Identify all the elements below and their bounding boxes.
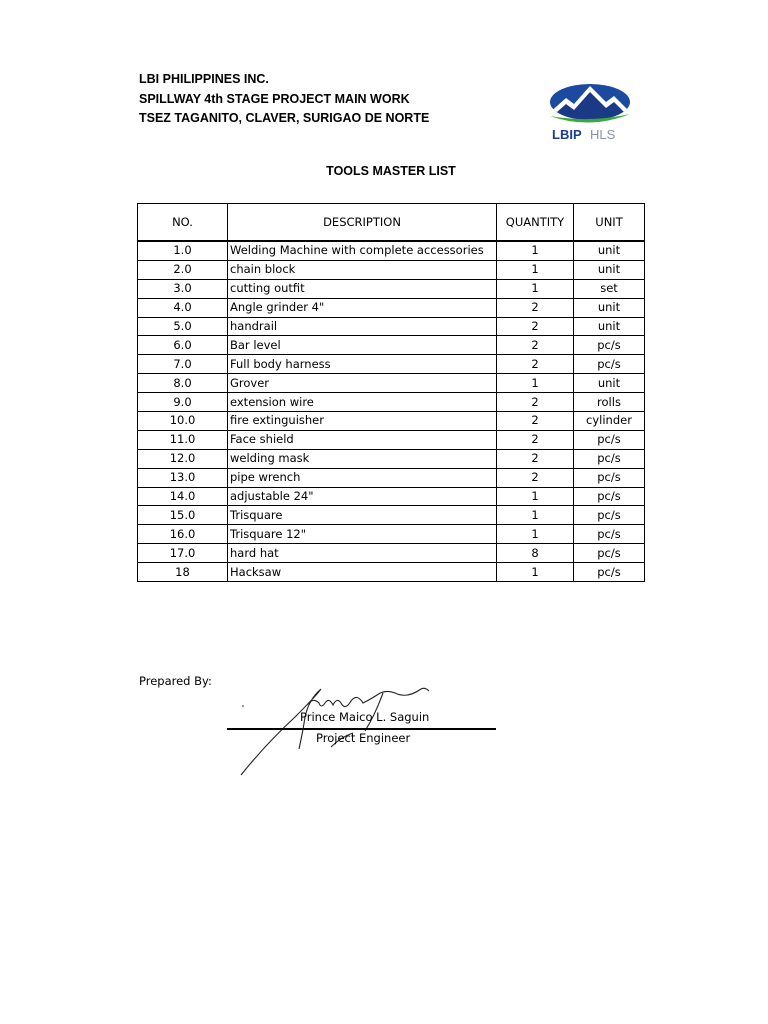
cell-description: welding mask [228, 449, 497, 468]
cell-unit: unit [574, 317, 645, 336]
table-row [138, 279, 645, 298]
cell-no: 10.0 [138, 412, 228, 431]
table-row [138, 241, 645, 260]
column-header-quantity: QUANTITY [497, 204, 574, 242]
cell-description: Face shield [228, 430, 497, 449]
cell-quantity: 1 [497, 279, 574, 298]
cell-no: 5.0 [138, 317, 228, 336]
cell-description: extension wire [228, 393, 497, 412]
cell-description: fire extinguisher [228, 412, 497, 431]
cell-unit: unit [574, 260, 645, 279]
cell-description: chain block [228, 260, 497, 279]
cell-no: 11.0 [138, 430, 228, 449]
table-row [138, 544, 645, 563]
cell-unit: pc/s [574, 336, 645, 355]
cell-description: Trisquare [228, 506, 497, 525]
cell-quantity: 2 [497, 468, 574, 487]
column-header-no: NO. [138, 204, 228, 242]
project-location: TSEZ TAGANITO, CLAVER, SURIGAO DE NORTE [139, 111, 430, 125]
column-header-unit: UNIT [574, 204, 645, 242]
table-row [138, 336, 645, 355]
cell-no: 14.0 [138, 487, 228, 506]
document-title: TOOLS MASTER LIST [326, 164, 456, 178]
cell-no: 16.0 [138, 525, 228, 544]
table-row [138, 525, 645, 544]
cell-no: 3.0 [138, 279, 228, 298]
cell-unit: pc/s [574, 525, 645, 544]
tools-table [137, 203, 645, 582]
cell-quantity: 1 [497, 374, 574, 393]
cell-description: adjustable 24" [228, 487, 497, 506]
company-logo [544, 80, 636, 142]
cell-no: 7.0 [138, 355, 228, 374]
cell-quantity: 1 [497, 260, 574, 279]
cell-description: Welding Machine with complete accessories [228, 241, 497, 260]
document-header [139, 70, 429, 129]
table-row [138, 298, 645, 317]
cell-no: 2.0 [138, 260, 228, 279]
cell-description: hard hat [228, 544, 497, 563]
table-row [138, 449, 645, 468]
table-row [138, 468, 645, 487]
signature-line [227, 728, 496, 730]
cell-quantity: 2 [497, 298, 574, 317]
cell-no: 13.0 [138, 468, 228, 487]
cell-quantity: 8 [497, 544, 574, 563]
cell-unit: pc/s [574, 506, 645, 525]
handwritten-signature [225, 675, 440, 785]
cell-no: 4.0 [138, 298, 228, 317]
cell-description: Grover [228, 374, 497, 393]
table-row [138, 260, 645, 279]
cell-unit: unit [574, 374, 645, 393]
cell-quantity: 1 [497, 506, 574, 525]
cell-unit: pc/s [574, 544, 645, 563]
cell-no: 17.0 [138, 544, 228, 563]
cell-quantity: 1 [497, 487, 574, 506]
company-name: LBI PHILIPPINES INC. [139, 72, 269, 86]
cell-unit: unit [574, 241, 645, 260]
cell-unit: pc/s [574, 449, 645, 468]
cell-quantity: 2 [497, 449, 574, 468]
cell-no: 12.0 [138, 449, 228, 468]
table-row [138, 412, 645, 431]
signatory-position: Project Engineer [316, 731, 411, 745]
table-header-row [138, 204, 645, 242]
cell-description: Angle grinder 4" [228, 298, 497, 317]
cell-unit: cylinder [574, 412, 645, 431]
cell-no: 6.0 [138, 336, 228, 355]
cell-unit: rolls [574, 393, 645, 412]
table-row [138, 374, 645, 393]
cell-quantity: 2 [497, 317, 574, 336]
cell-quantity: 1 [497, 241, 574, 260]
cell-quantity: 2 [497, 412, 574, 431]
cell-description: handrail [228, 317, 497, 336]
svg-text:HLS: HLS [590, 127, 616, 142]
table-row [138, 563, 645, 582]
column-header-description: DESCRIPTION [228, 204, 497, 242]
cell-description: pipe wrench [228, 468, 497, 487]
cell-unit: pc/s [574, 487, 645, 506]
cell-description: cutting outfit [228, 279, 497, 298]
cell-no: 8.0 [138, 374, 228, 393]
cell-quantity: 2 [497, 336, 574, 355]
cell-description: Trisquare 12" [228, 525, 497, 544]
table-row [138, 506, 645, 525]
cell-quantity: 1 [497, 525, 574, 544]
cell-unit: pc/s [574, 355, 645, 374]
cell-quantity: 1 [497, 563, 574, 582]
cell-description: Hacksaw [228, 563, 497, 582]
table-row [138, 430, 645, 449]
cell-no: 15.0 [138, 506, 228, 525]
svg-text:LBIP: LBIP [552, 127, 582, 142]
cell-unit: pc/s [574, 468, 645, 487]
cell-quantity: 2 [497, 430, 574, 449]
prepared-by-label: Prepared By: [139, 674, 212, 688]
cell-quantity: 2 [497, 393, 574, 412]
cell-unit: unit [574, 298, 645, 317]
cell-no: 9.0 [138, 393, 228, 412]
table-row [138, 355, 645, 374]
cell-no: 18 [138, 563, 228, 582]
table-row [138, 393, 645, 412]
cell-description: Bar level [228, 336, 497, 355]
project-name: SPILLWAY 4th STAGE PROJECT MAIN WORK [139, 91, 410, 106]
cell-unit: pc/s [574, 563, 645, 582]
cell-no: 1.0 [138, 241, 228, 260]
table-row [138, 487, 645, 506]
signatory-name: Prince Maico L. Saguin [300, 710, 430, 724]
table-row [138, 317, 645, 336]
cell-quantity: 2 [497, 355, 574, 374]
cell-unit: pc/s [574, 430, 645, 449]
cell-description: Full body harness [228, 355, 497, 374]
cell-unit: set [574, 279, 645, 298]
